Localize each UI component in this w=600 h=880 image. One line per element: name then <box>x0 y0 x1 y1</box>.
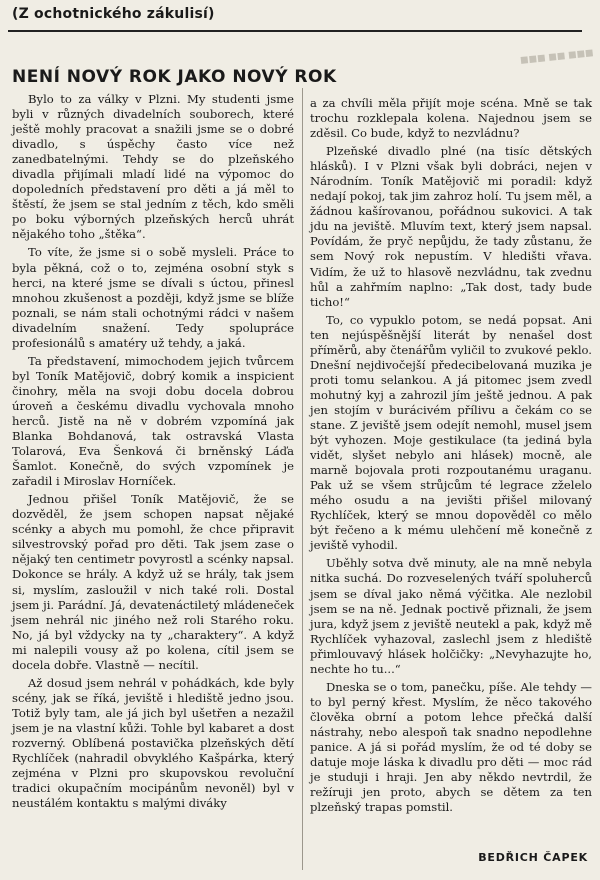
author-byline: BEDŘICH ČAPEK <box>478 851 588 864</box>
paragraph: Plzeňské divadlo plné (na tisíc dětských hlásků). I v Plzni však byli dobráci, nejen v Národním. Toník Matějovič mi poradil: když nedají pokoj, tak jim zahroz holí. Tu jsem měl, a žádnou kašírovanou, pořádnou sukovici. A tak jdu na jeviště. Mluvím text, který jsem napsal. Povídám, že pryč nepůjdu, že tady zůstanu, že sem Nový rok nepustím. V hledišti vřava. Vidím, že už to hlasově nezvládnu, tak zvednu hůl a zahřmím naplno: „Tak dost, tady bude ticho!“ <box>310 144 592 309</box>
left-column <box>12 92 294 811</box>
bleed-through-mark: ■■■ ■■ ■■■ <box>519 48 595 66</box>
paragraph: To, co vypuklo potom, se nedá popsat. Ani ten nejúspěšnější literát by nenašel dost příměrů, aby čtenářům vyličil to zvukové peklo. Dnešní nejdivočejší předecibelovaná muzika je proti tomu selankou. A já pitomec jsem zvedl mohutný kyj a zahrozil jím ještě jednou. A pak jen stojím v burácivém přílivu a čekám co se stane. Z jeviště jsem odejít nemohl, musel jsem být vyhozen. Moje gestikulace (ta jediná byla vidět, slyšet nebylo ani hlásek) mocně, ale marně bojovala proti rozpoutanému uraganu. Pak už se všem strůjcům té legrace zželelo mého osudu a na jevišti přišel milovaný Rychlíček, který se mnou dopověděl co mělo být řečeno a k mému ulehčení mě konečně z jeviště vyhodil. <box>310 312 592 553</box>
paragraph: Jednou přišel Toník Matějovič, že se dozvěděl, že jsem schopen napsat nějaké scénky a abych mu pomohl, že chce připravit silvestrovský pořad pro děti. Tak jsem zase o nějaký ten centimetr povyrostl a scénky napsal. Dokonce se hrály. A když už se hrály, tak jsem si, myslím, zasloužil v nich také roli. Dostal jsem ji. Parádní. Já, devatenáctiletý mládeneček jsem nehrál nic jiného než roli Starého roku. No, já byl vždycky na ty „charaktery“. A když mi nalepili vousy až po kolena, cítil jsem se docela dobře. Vlastně — necítil. <box>12 492 294 672</box>
paragraph: a za chvíli měla přijít moje scéna. Mně se tak trochu rozklepala kolena. Najednou jsem se zděsil. Co bude, když to nezvládnu? <box>310 96 592 141</box>
paragraph: To víte, že jsme si o sobě mysleli. Práce to byla pěkná, což o to, zejména osobní styk s herci, na které jsme se dívali s úctou, přinesl mnohou zkušenost a později, když jsme se blíže poznali, se nám stali ochotnými rádci v našem divadelním snažení. Tedy spolupráce profesionálů s amatéry už tehdy, a jaká. <box>12 245 294 350</box>
paragraph: Až dosud jsem nehrál v pohádkách, kde byly scény, jak se říká, jeviště i hlediště jedno jsou. Totiž byly tam, ale já jich byl ušetřen a nezažil jsem je na vlastní kůži. Tohle byl kabaret a dost rozverný. Oblíbená postavička plzeňských dětí Rychlíček (nahradil obvyklého Kašpárka, který zejména v Plzni pro skupovskou revoluční tradici okupačním mocipánům nevoněl) byl v neustálém kontaktu s malými diváky <box>12 675 294 811</box>
paragraph: Dneska se o tom, panečku, píše. Ale tehdy — to byl perný křest. Myslím, že něco takového člověka obrní a potom lehce přečká další nástrahy, nebo alespoň tak snadno nepodlehne panice. A já si pořád myslím, že od té doby se datuje moje láska k divadlu pro děti — moc rád je studuji i hraji. Jen aby někdo nevtrdil, že režíruji jen proto, abych se dětem za ten plzeňský trapas pomstil. <box>310 679 592 815</box>
section-label: (Z ochotnického zákulisí) <box>12 6 215 22</box>
paragraph: Uběhly sotva dvě minuty, ale na mně nebyla nitka suchá. Do rozveselených tváří spoluherců jsem se díval jako němá výčitka. Ale nezlobil jsem se na ně. Jednak poctivě přiznali, že jsem jura, když jsem z jeviště neutekl a pak, když mě Rychlíček vyhazoval, zaslechl jsem z hlediště přimlouvavý hlásek holčičky: „Nevyhazujte ho, nechte ho tu...“ <box>310 556 592 676</box>
top-rule <box>8 30 582 32</box>
paragraph: Ta představení, mimochodem jejich tvůrcem byl Toník Matějovič, dobrý komik a inspicient činohry, měla na svoji dobu docela dobrou úroveň a českému divadlu vychovala mnoho herců. Jistě na ně v dobrém vzpomíná jak Blanka Bohdanová, tak ostravská Vlasta Tolarová, Eva Šenková či brněnský Láďa Šamlot. Konečně, do svých vzpomínek je zařadil i Miroslav Horníček. <box>12 353 294 489</box>
paragraph: Bylo to za války v Plzni. My studenti jsme byli v různých divadelních souborech, které ještě mohly pracovat a snažili jsme se o dobré divadlo, s úspěchy často více než zanedbatelnými. Tehdy se do plzeňského divadla přijímali mladí lidé na výpomoc do dopoledních představení pro děti a já měl to štěstí, že jsem se stal jedním z těch, kdo směli po boku výborných plzeňských herců uhrát nějakého toho „štěka“. <box>12 92 294 242</box>
article-title: NENÍ NOVÝ ROK JAKO NOVÝ ROK <box>12 67 337 88</box>
column-divider <box>302 88 303 870</box>
right-column <box>310 96 592 815</box>
